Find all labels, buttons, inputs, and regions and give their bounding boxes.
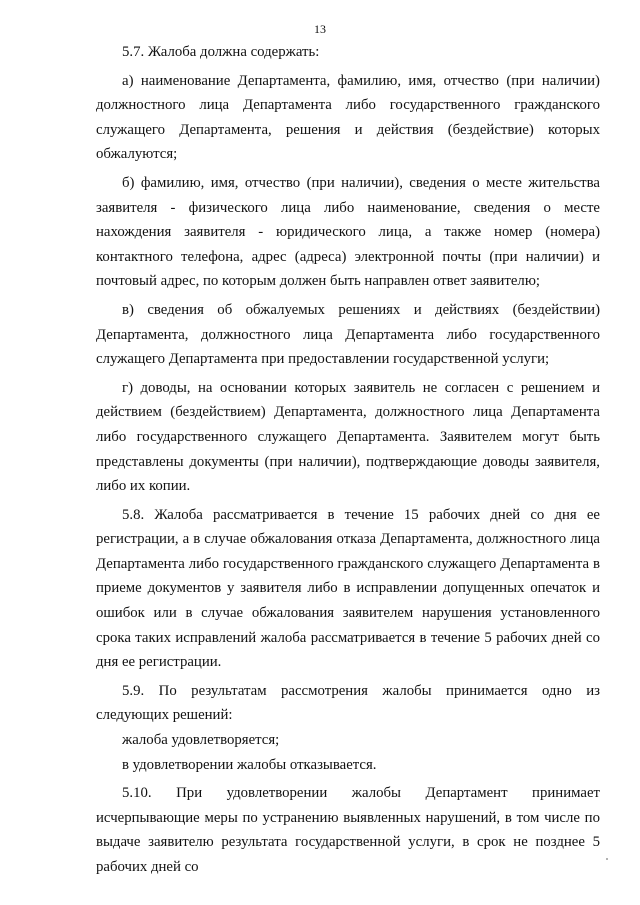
paragraph-5-7-v: в) сведения об обжалуемых решениях и действиях (бездействии) Департамента, должностного лица Департамента либо государственного служащего Департамента при предоставлении государственной услуги; [96,301,600,368]
paragraph-5-10: 5.10. При удовлетворении жалобы Департамент принимает исчерпывающие меры по устранению выявленных нарушений, в том числе по выдаче заявителю результата государственной услуги, в срок не позднее 5 рабочих дней со [96,785,600,875]
scan-speck [606,858,608,860]
paragraph-5-9: 5.9. По результатам рассмотрения жалобы принимается одно из следующих решений: [96,682,600,724]
page-number: 13 [314,22,326,36]
paragraph-5-7-b: б) фамилию, имя, отчество (при наличии), сведения о месте жительства заявителя - физического лица либо наименование, сведения о месте нахождения заявителя - юридического лица, а также номер (номера) контактного телефона, адрес (адреса) электронной почты (при наличии) и почтовый адрес, по которым должен быть направлен ответ заявителю; [96,174,600,290]
decision-option-refused: в удовлетворении жалобы отказывается. [122,756,377,773]
paragraph-5-7-a: а) наименование Департамента, фамилию, имя, отчество (при наличии) должностного лица Департамента либо государственного гражданского служащего Департамента, решения и действия (бездействие) которых обжалуются; [96,72,600,163]
paragraph-5-8: 5.8. Жалоба рассматривается в течение 15 рабочих дней со дня ее регистрации, а в случае обжалования отказа Департамента, должностного лица Департамента либо государственного гражданского служащего Департамента в приеме документов у заявителя либо в исправлении допущенных опечаток и ошибок или в случае обжалования заявителем нарушения установленного срока таких исправлений жалоба рассматривается в течение 5 рабочих дней со дня ее регистрации. [96,506,600,671]
decision-option-satisfied: жалоба удовлетворяется; [122,732,280,749]
document-body [96,40,600,880]
paragraph-5-7-g: г) доводы, на основании которых заявитель не согласен с решением и действием (бездействием) Департамента, должностного лица Департамента либо государственного служащего Департамента. Заявителем могут быть представлены документы (при наличии), подтверждающие доводы заявителя, либо их копии. [96,379,600,495]
paragraph-5-7: 5.7. Жалоба должна содержать: [122,44,320,60]
